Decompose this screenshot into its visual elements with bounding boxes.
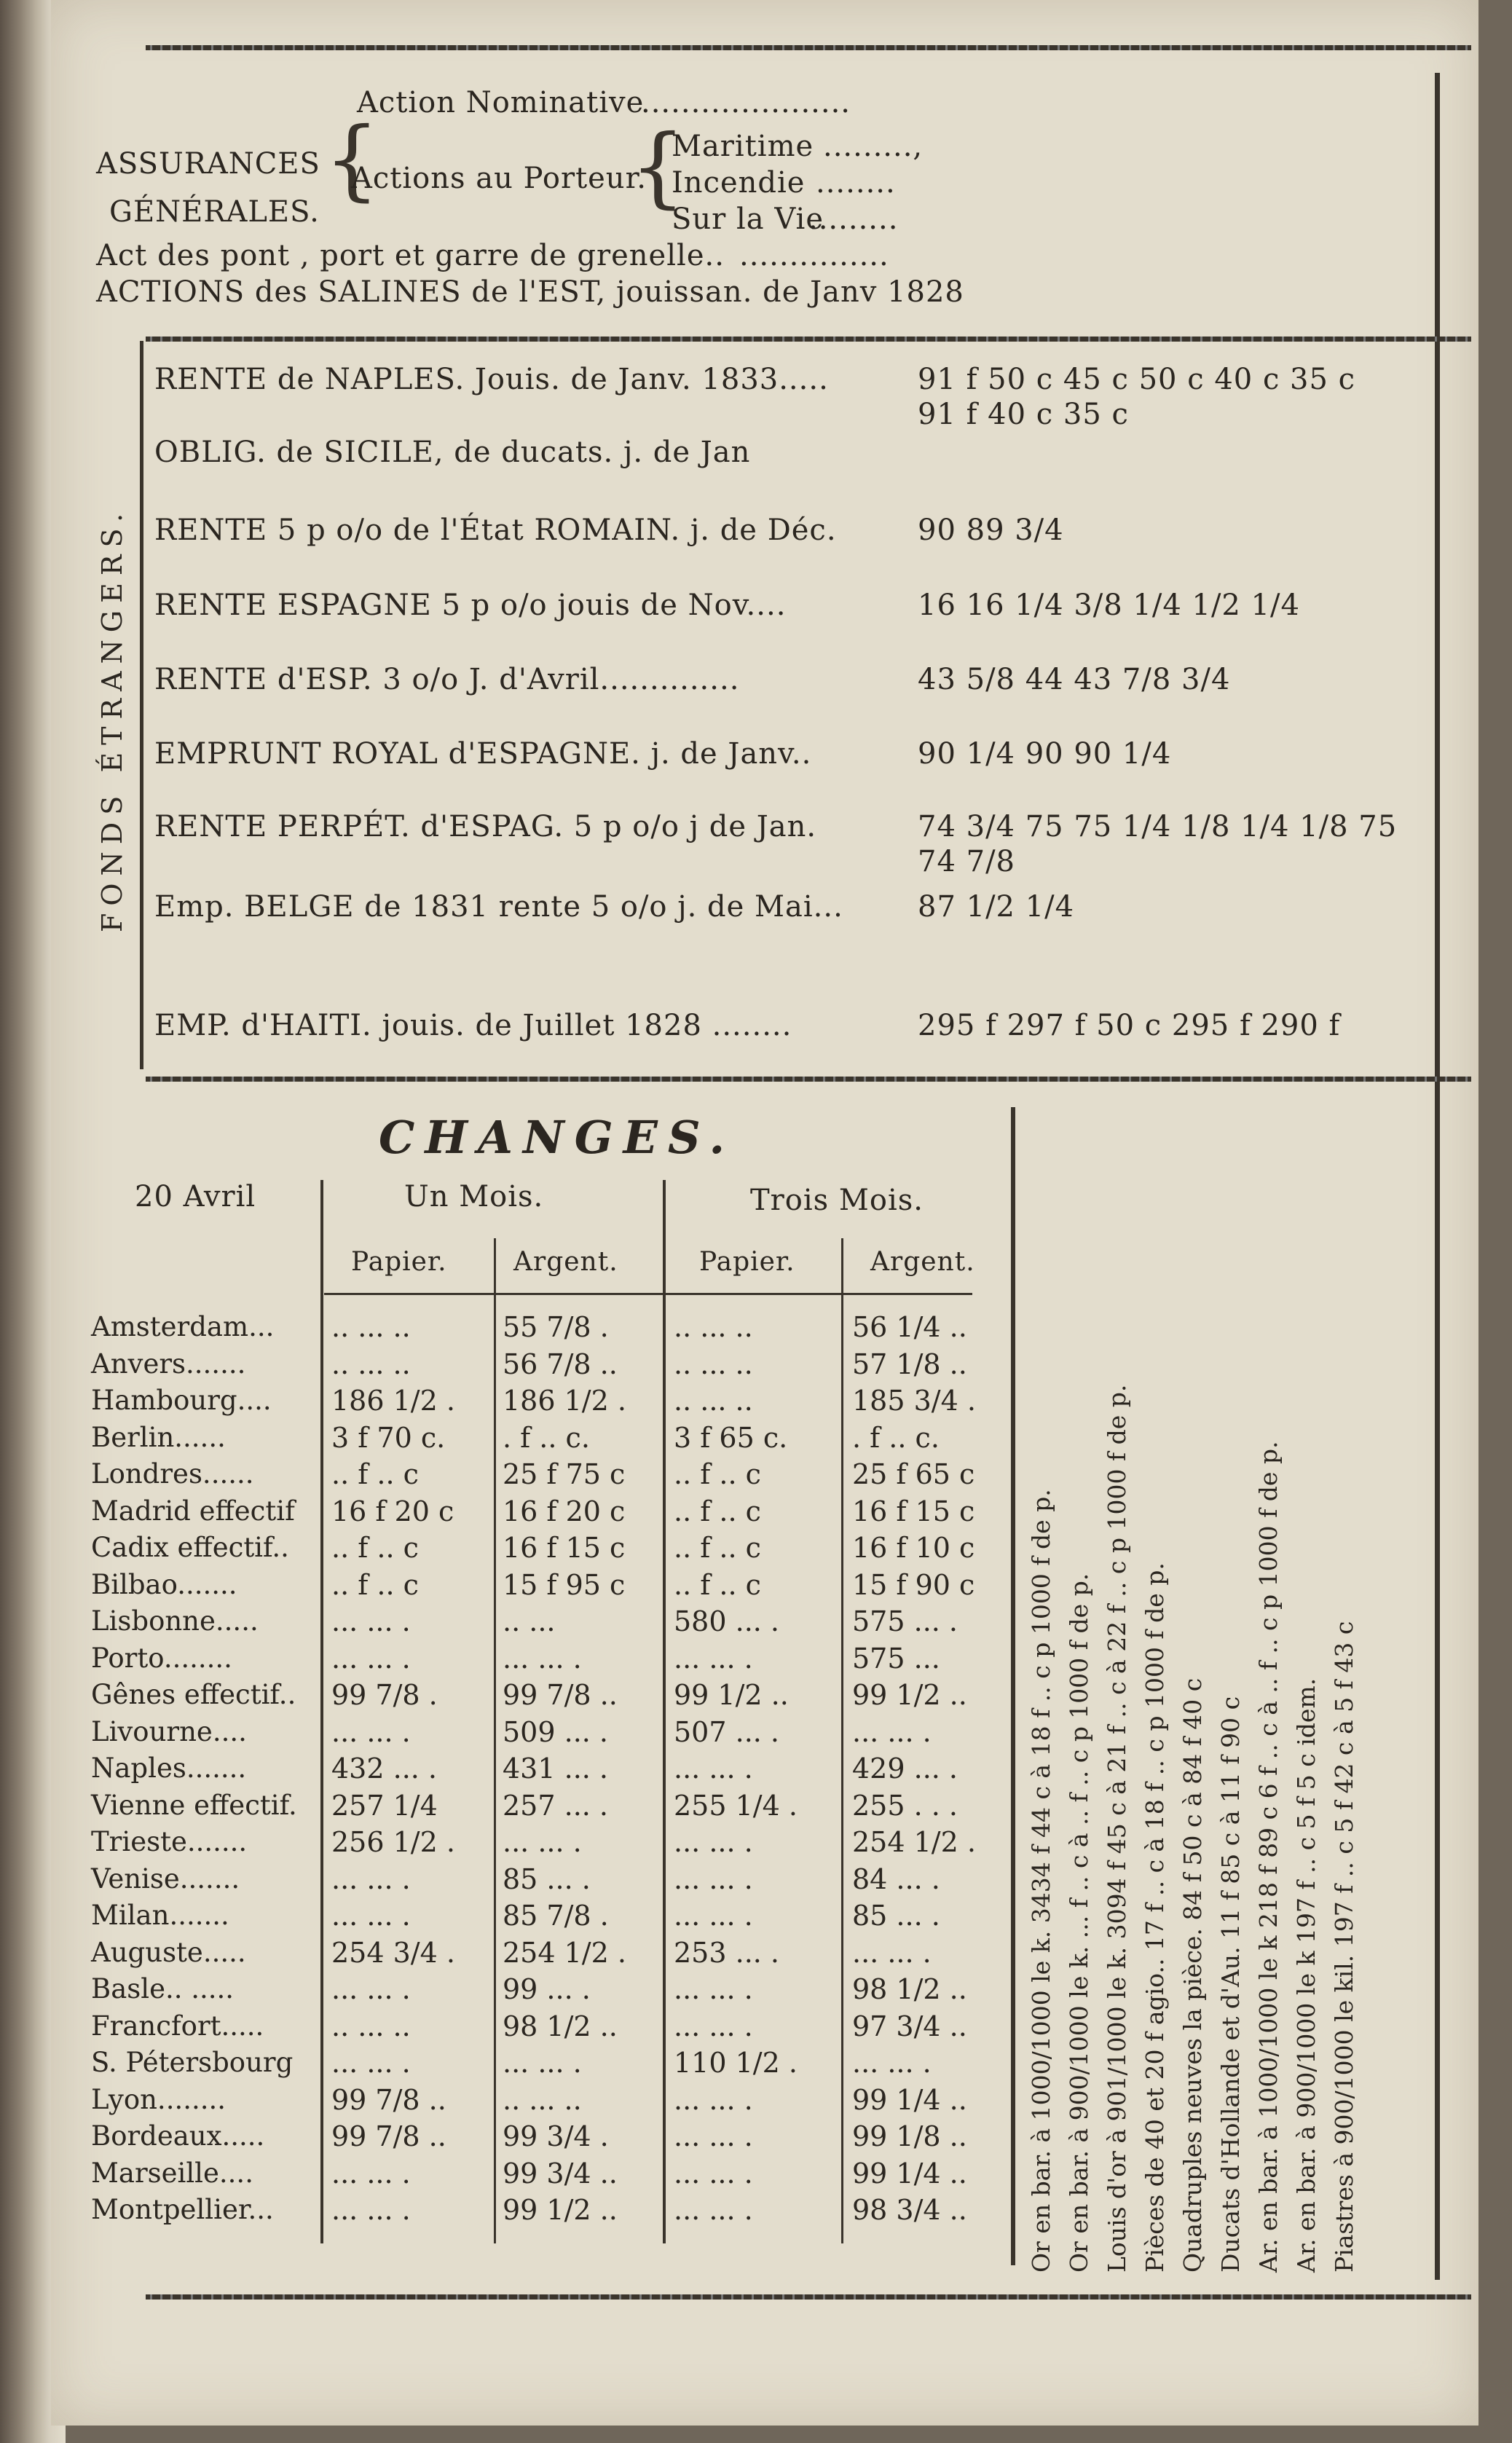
change-p3: .. f .. c — [674, 1532, 761, 1564]
change-p3: .. f .. c — [674, 1568, 761, 1601]
papier-3: Papier. — [699, 1247, 795, 1277]
change-a1: 85 ... . — [503, 1862, 591, 1895]
change-city: Anvers....... — [91, 1348, 246, 1380]
change-city: Livourne.... — [91, 1715, 247, 1747]
argent-1: Argent. — [513, 1247, 618, 1277]
change-p1: 3 f 70 c. — [331, 1421, 446, 1454]
change-p3: ... ... . — [674, 1973, 753, 2005]
change-a1: ... ... . — [503, 1826, 582, 1858]
change-p3: ... ... . — [674, 2194, 753, 2226]
fonds-row-label: RENTE 5 p o/o de l'État ROMAIN. j. de Déc. — [154, 514, 837, 547]
fonds-row-label: EMPRUNT ROYAL d'ESPAGNE. j. de Janv.. — [154, 737, 812, 771]
change-p3: 255 1/4 . — [674, 1789, 798, 1822]
change-a1: 15 f 95 c — [503, 1568, 626, 1601]
change-a3: 15 f 90 c — [852, 1568, 975, 1601]
metal-line: Ar. en bar. à 900/1000 le k 197 f .. c 5 f 5 c idem. — [1292, 1677, 1320, 2273]
fonds-row-label: RENTE ESPAGNE 5 p o/o jouis de Nov.... — [154, 589, 787, 622]
change-a3: 99 1/8 .. — [852, 2120, 967, 2152]
fonds-row-label: RENTE de NAPLES. Jouis. de Janv. 1833..... — [154, 363, 829, 396]
change-a1: ... ... . — [503, 1642, 582, 1675]
fonds-row-label: RENTE d'ESP. 3 o/o J. d'Avril.............. — [154, 663, 740, 696]
change-a3: 56 1/4 .. — [852, 1311, 967, 1343]
change-p1: ... ... . — [331, 1605, 411, 1637]
change-p3: 507 ... . — [674, 1715, 780, 1748]
change-a3: 16 f 10 c — [852, 1532, 975, 1564]
fonds-row-label: OBLIG. de SICILE, de ducats. j. de Jan — [154, 436, 751, 469]
change-a1: . f .. c. — [503, 1421, 590, 1454]
argent-3: Argent. — [870, 1247, 975, 1277]
change-city: Trieste....... — [91, 1826, 248, 1857]
change-a3: ... ... . — [852, 1936, 932, 1969]
dots: ..................... — [641, 86, 851, 119]
maritime: Maritime — [672, 130, 814, 163]
metal-line: Or en bar. à 900/1000 le k. ... f .. c à .. f .. c p 1000 f de p. — [1065, 1573, 1093, 2273]
change-p3: ... ... . — [674, 1752, 753, 1785]
bottom-rule — [146, 2294, 1471, 2300]
change-a3: 98 1/2 .. — [852, 1973, 967, 2005]
change-p3: .. f .. c — [674, 1495, 761, 1527]
change-p1: 99 7/8 . — [331, 1679, 438, 1711]
change-city: Venise....... — [91, 1862, 240, 1895]
change-p1: .. ... .. — [331, 1311, 411, 1343]
change-p1: ... ... . — [331, 1642, 411, 1675]
change-a1: 99 7/8 .. — [503, 1679, 618, 1711]
change-a3: 84 ... . — [852, 1862, 940, 1895]
change-city: Bordeaux..... — [91, 2120, 265, 2152]
change-p1: 99 7/8 .. — [331, 2083, 446, 2116]
change-p3: ... ... . — [674, 1900, 753, 1932]
change-a1: ... ... . — [503, 2047, 582, 2079]
sur-la-vie: Sur la Vie — [672, 202, 824, 236]
change-p1: ... ... . — [331, 2047, 411, 2079]
change-p1: 99 7/8 .. — [331, 2120, 446, 2152]
change-a1: 98 1/2 .. — [503, 2010, 618, 2042]
change-city: Milan....... — [91, 1900, 229, 1931]
change-p1: .. ... .. — [331, 1348, 411, 1380]
change-city: Amsterdam... — [91, 1311, 275, 1342]
change-a3: 99 1/4 .. — [852, 2157, 967, 2190]
col-sep-5 — [1011, 1107, 1015, 2265]
col-sep-4 — [841, 1238, 843, 2243]
fonds-row-value: 43 5/8 44 43 7/8 3/4 — [918, 663, 1231, 696]
change-p3: 3 f 65 c. — [674, 1421, 788, 1454]
change-city: S. Pétersbourg — [91, 2047, 294, 2078]
change-p1: .. f .. c — [331, 1568, 419, 1601]
change-a3: 98 3/4 .. — [852, 2194, 967, 2226]
metal-line: Louis d'or à 901/1000 le k. 3094 f 45 c à 21 f .. c à 22 f .. c p 1000 f de p. — [1103, 1384, 1131, 2273]
change-a1: 257 ... . — [503, 1789, 609, 1822]
fonds-row-value: 74 3/4 75 75 1/4 1/8 1/4 1/8 75 — [918, 810, 1398, 843]
change-p3: ... ... . — [674, 1862, 753, 1895]
col-sep-1 — [320, 1180, 323, 2243]
change-city: Porto........ — [91, 1642, 232, 1674]
generales-label: GÉNÉRALES. — [109, 195, 320, 229]
change-a1: 509 ... . — [503, 1715, 609, 1748]
change-p1: .. f .. c — [331, 1458, 419, 1490]
change-p1: ... ... . — [331, 1715, 411, 1748]
change-p3: ... ... . — [674, 1642, 753, 1675]
change-p3: ... ... . — [674, 1826, 753, 1858]
change-p3: ... ... . — [674, 2120, 753, 2152]
changes-date: 20 Avril — [135, 1180, 256, 1213]
change-p1: ... ... . — [331, 1973, 411, 2005]
change-p1: 186 1/2 . — [331, 1385, 455, 1417]
change-p1: ... ... . — [331, 2157, 411, 2190]
change-p3: .. ... .. — [674, 1385, 753, 1417]
change-p1: .. ... .. — [331, 2010, 411, 2042]
fonds-label: FONDS ÉTRANGERS. — [96, 505, 128, 932]
action-nominative: Action Nominative — [357, 86, 645, 119]
trois-mois: Trois Mois. — [750, 1184, 924, 1217]
fonds-row-value: 87 1/2 1/4 — [918, 890, 1075, 924]
change-p3: ... ... . — [674, 2010, 753, 2042]
change-a3: 16 f 15 c — [852, 1495, 975, 1527]
change-a3: 255 . . . — [852, 1789, 958, 1822]
salines: ACTIONS des SALINES de l'EST, jouissan. de Janv 1828 — [96, 275, 964, 309]
change-a1: 85 7/8 . — [503, 1900, 609, 1932]
change-a3: 185 3/4 . — [852, 1385, 976, 1417]
change-a3: 575 ... . — [852, 1605, 958, 1637]
change-p1: ... ... . — [331, 1900, 411, 1932]
change-city: Cadix effectif.. — [91, 1532, 289, 1563]
change-a1: 99 ... . — [503, 1973, 591, 2005]
change-a1: .. ... — [503, 1605, 556, 1637]
change-p3: 99 1/2 .. — [674, 1679, 789, 1711]
change-city: Vienne effectif. — [91, 1789, 297, 1821]
metal-line: Quadruples neuves la pièce. 84 f 50 c à 84 f 40 c — [1178, 1677, 1207, 2273]
change-p3: 110 1/2 . — [674, 2047, 798, 2079]
change-city: Londres...... — [91, 1458, 254, 1490]
change-a1: 99 3/4 . — [503, 2120, 609, 2152]
fonds-row-label: RENTE PERPÉT. d'ESPAG. 5 p o/o j de Jan. — [154, 810, 817, 843]
change-a3: 99 1/2 .. — [852, 1679, 967, 1711]
change-p3: .. ... .. — [674, 1348, 753, 1380]
change-a3: 97 3/4 .. — [852, 2010, 967, 2042]
fonds-row-value: 90 89 3/4 — [918, 514, 1064, 547]
change-p1: 257 1/4 — [331, 1789, 438, 1822]
change-city: Francfort..... — [91, 2010, 264, 2042]
fonds-left-border — [140, 341, 143, 1069]
change-p1: 254 3/4 . — [331, 1936, 455, 1969]
change-city: Auguste..... — [91, 1936, 246, 1968]
change-a1: 254 1/2 . — [503, 1936, 626, 1969]
fonds-row-value: 295 f 297 f 50 c 295 f 290 f — [918, 1009, 1341, 1042]
metal-line: Ar. en bar. à 1000/1000 le k 218 f 89 c 6 f .. c à .. f .. c p 1000 f de p. — [1254, 1441, 1283, 2273]
fonds-row-label: EMP. d'HAITI. jouis. de Juillet 1828 ........ — [154, 1009, 792, 1042]
ledger-page — [51, 0, 1478, 2426]
actions-porteur: Actions au Porteur. — [351, 162, 647, 195]
fonds-row-value-2: 74 7/8 — [918, 845, 1015, 878]
change-a3: . f .. c. — [852, 1421, 940, 1454]
fonds-row-value: 16 16 1/4 3/8 1/4 1/2 1/4 — [918, 589, 1300, 622]
change-city: Basle.. ..... — [91, 1973, 235, 2005]
change-a3: ... ... . — [852, 1715, 932, 1748]
change-p3: .. ... .. — [674, 1311, 753, 1343]
fonds-row-value: 90 1/4 90 90 1/4 — [918, 737, 1172, 771]
change-a1: 56 7/8 .. — [503, 1348, 618, 1380]
change-city: Naples....... — [91, 1752, 247, 1784]
dots: ........ — [816, 166, 896, 200]
change-a3: 254 1/2 . — [852, 1826, 976, 1858]
header-underline — [324, 1293, 972, 1295]
change-a1: 99 3/4 .. — [503, 2157, 618, 2190]
change-city: Bilbao....... — [91, 1568, 237, 1600]
changes-title: CHANGES. — [379, 1111, 736, 1164]
change-p1: .. f .. c — [331, 1532, 419, 1564]
change-a3: 57 1/8 .. — [852, 1348, 967, 1380]
dots: ............... — [739, 239, 889, 272]
change-p3: .. f .. c — [674, 1458, 761, 1490]
change-p3: ... ... . — [674, 2083, 753, 2116]
col-sep-3 — [663, 1180, 666, 2243]
change-city: Madrid effectif — [91, 1495, 295, 1527]
change-a1: 25 f 75 c — [503, 1458, 626, 1490]
change-p1: 16 f 20 c — [331, 1495, 454, 1527]
change-a3: ... ... . — [852, 2047, 932, 2079]
top-rule — [146, 45, 1471, 50]
change-city: Gênes effectif.. — [91, 1679, 296, 1710]
change-a1: 99 1/2 .. — [503, 2194, 618, 2226]
change-a3: 429 ... . — [852, 1752, 958, 1785]
change-p1: ... ... . — [331, 2194, 411, 2226]
dots: ........., — [823, 130, 924, 163]
change-city: Lyon........ — [91, 2083, 227, 2115]
metal-line: Ducats d'Hollande et d'Au. 11 f 85 c à 11 f 90 c — [1216, 1696, 1245, 2273]
rule-3 — [146, 1077, 1471, 1082]
change-a3: 99 1/4 .. — [852, 2083, 967, 2116]
change-city: Berlin...... — [91, 1421, 226, 1453]
fonds-row-value: 91 f 50 c 45 c 50 c 40 c 35 c — [918, 363, 1356, 396]
un-mois: Un Mois. — [404, 1180, 544, 1213]
change-city: Marseille.... — [91, 2157, 253, 2189]
change-a1: 431 ... . — [503, 1752, 609, 1785]
change-p1: 432 ... . — [331, 1752, 438, 1785]
change-p3: 580 ... . — [674, 1605, 780, 1637]
change-a1: 55 7/8 . — [503, 1311, 609, 1343]
metal-line: Or en bar. à 1000/1000 le k. 3434 f 44 c à 18 f .. c p 1000 f de p. — [1027, 1489, 1055, 2273]
change-p3: 253 ... . — [674, 1936, 780, 1969]
metal-line: Pièces de 40 et 20 f agio.. 17 f .. c à 18 f .. c p 1000 f de p. — [1141, 1562, 1169, 2273]
assurances-label: ASSURANCES — [96, 147, 320, 181]
change-a3: 25 f 65 c — [852, 1458, 975, 1490]
fonds-row-value-2: 91 f 40 c 35 c — [918, 398, 1129, 431]
change-p3: ... ... . — [674, 2157, 753, 2190]
brace-left: { — [324, 109, 380, 211]
incendie: Incendie — [672, 166, 806, 200]
right-border — [1435, 73, 1440, 2280]
change-a1: .. ... .. — [503, 2083, 582, 2116]
change-a3: 575 ... — [852, 1642, 940, 1675]
change-p1: ... ... . — [331, 1862, 411, 1895]
brace-right: { — [630, 117, 686, 218]
change-a3: 85 ... . — [852, 1900, 940, 1932]
change-city: Montpellier... — [91, 2194, 274, 2225]
papier-1: Papier. — [351, 1247, 447, 1277]
fonds-row-label: Emp. BELGE de 1831 rente 5 o/o j. de Mai... — [154, 890, 843, 924]
change-a1: 186 1/2 . — [503, 1385, 626, 1417]
dots: ......... — [808, 202, 899, 236]
rule-2 — [146, 337, 1471, 342]
metal-line: Piastres à 900/1000 le kil. 197 f .. c 5 f 42 c à 5 f 43 c — [1330, 1621, 1358, 2273]
change-city: Hambourg.... — [91, 1385, 272, 1416]
change-a1: 16 f 15 c — [503, 1532, 626, 1564]
col-sep-2 — [494, 1238, 496, 2243]
act-pont: Act des pont , port et garre de grenelle.. — [96, 239, 725, 272]
change-a1: 16 f 20 c — [503, 1495, 626, 1527]
change-city: Lisbonne..... — [91, 1605, 259, 1637]
change-p1: 256 1/2 . — [331, 1826, 455, 1858]
